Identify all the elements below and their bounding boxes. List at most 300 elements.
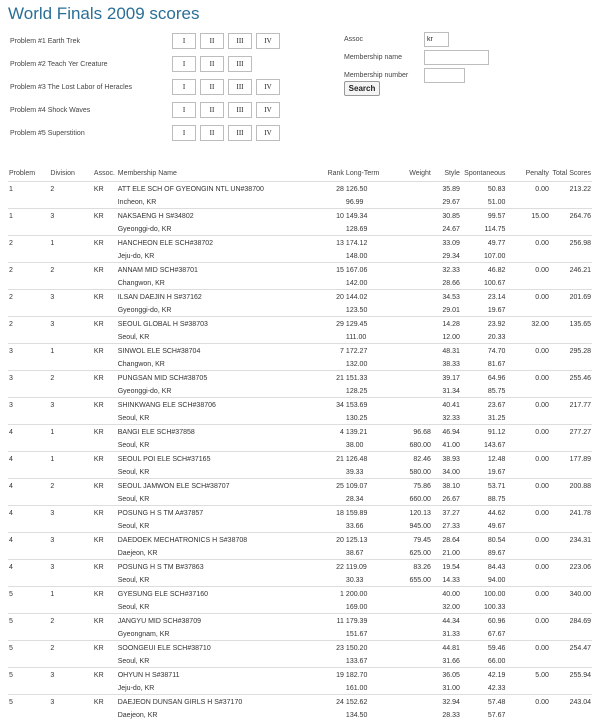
- col-header-penalty[interactable]: Penalty: [506, 170, 549, 182]
- membership-name-cell: PUNGSAN MID SCH#38705: [117, 371, 326, 387]
- col-header-spontaneous[interactable]: Spontaneous: [461, 170, 507, 182]
- col-header-long-term[interactable]: Long-Term: [345, 170, 384, 182]
- empty-cell: [93, 305, 117, 317]
- long-term-cell: 142.00: [345, 278, 384, 290]
- weight-cell: [384, 629, 432, 641]
- weight-cell: [384, 668, 432, 684]
- rank-cell: 28: [326, 182, 345, 198]
- col-header-total-scores[interactable]: Total Scores: [550, 170, 592, 182]
- weight-cell: [384, 305, 432, 317]
- empty-cell: [49, 575, 92, 587]
- empty-cell: [550, 467, 592, 479]
- membership-name-cell: NAKSAENG H S#34802: [117, 209, 326, 225]
- style-cell: 27.33: [432, 521, 461, 533]
- division-button[interactable]: IV: [256, 125, 280, 141]
- empty-cell: [93, 602, 117, 614]
- total-score-cell: 201.69: [550, 290, 592, 306]
- penalty-cell: 5.00: [506, 668, 549, 684]
- long-term-cell: 151.33: [345, 371, 384, 387]
- table-row-detail: [8, 359, 592, 371]
- empty-cell: [506, 386, 549, 398]
- weight-cell: [384, 224, 432, 236]
- problem-cell: 4: [8, 452, 49, 468]
- empty-cell: [49, 467, 92, 479]
- empty-cell: [506, 440, 549, 452]
- empty-cell: [326, 494, 345, 506]
- weight-cell: 79.45: [384, 533, 432, 549]
- style-cell: 28.64: [432, 533, 461, 549]
- table-row: [8, 560, 592, 576]
- spontaneous-cell: 81.67: [461, 359, 507, 371]
- location-cell: Gyeongnam, KR: [117, 629, 326, 641]
- assoc-cell: KR: [93, 668, 117, 684]
- division-button[interactable]: I: [172, 56, 196, 72]
- empty-cell: [550, 710, 592, 721]
- empty-cell: [506, 278, 549, 290]
- style-cell: 44.34: [432, 614, 461, 630]
- membership-name-cell: ILSAN DAEJIN H S#37162: [117, 290, 326, 306]
- empty-cell: [550, 440, 592, 452]
- division-button[interactable]: II: [200, 102, 224, 118]
- penalty-cell: 0.00: [506, 344, 549, 360]
- rank-cell: 1: [326, 587, 345, 603]
- penalty-cell: 0.00: [506, 371, 549, 387]
- spontaneous-cell: 114.75: [461, 224, 507, 236]
- empty-cell: [8, 224, 49, 236]
- weight-cell: 660.00: [384, 494, 432, 506]
- spontaneous-cell: 91.12: [461, 425, 507, 441]
- location-cell: Changwon, KR: [117, 359, 326, 371]
- spontaneous-cell: 42.19: [461, 668, 507, 684]
- table-row: [8, 290, 592, 306]
- problem-label: Problem #4 Shock Waves: [10, 107, 90, 114]
- division-button[interactable]: III: [228, 33, 252, 49]
- col-header-style[interactable]: Style: [432, 170, 461, 182]
- weight-cell: [384, 656, 432, 668]
- weight-cell: [384, 290, 432, 306]
- empty-cell: [93, 467, 117, 479]
- table-row: [8, 695, 592, 711]
- empty-cell: [49, 629, 92, 641]
- style-cell: 37.27: [432, 506, 461, 522]
- empty-cell: [326, 710, 345, 721]
- style-cell: 32.33: [432, 263, 461, 279]
- table-row: [8, 344, 592, 360]
- penalty-cell: 0.00: [506, 398, 549, 414]
- long-term-cell: 200.00: [345, 587, 384, 603]
- style-cell: 38.93: [432, 452, 461, 468]
- spontaneous-cell: 44.62: [461, 506, 507, 522]
- empty-cell: [506, 710, 549, 721]
- rank-cell: 15: [326, 263, 345, 279]
- empty-cell: [49, 548, 92, 560]
- spontaneous-cell: 94.00: [461, 575, 507, 587]
- style-cell: 38.10: [432, 479, 461, 495]
- style-cell: 41.00: [432, 440, 461, 452]
- long-term-cell: 169.00: [345, 602, 384, 614]
- spontaneous-cell: 100.00: [461, 587, 507, 603]
- spontaneous-cell: 23.14: [461, 290, 507, 306]
- empty-cell: [8, 710, 49, 721]
- division-button[interactable]: I: [172, 102, 196, 118]
- style-cell: 31.33: [432, 629, 461, 641]
- empty-cell: [506, 548, 549, 560]
- empty-cell: [550, 224, 592, 236]
- location-cell: Seoul, KR: [117, 656, 326, 668]
- style-cell: 31.00: [432, 683, 461, 695]
- weight-cell: [384, 344, 432, 360]
- weight-cell: [384, 209, 432, 225]
- col-header-problem[interactable]: Problem: [8, 170, 49, 182]
- rank-cell: 22: [326, 560, 345, 576]
- style-cell: 36.05: [432, 668, 461, 684]
- empty-cell: [93, 278, 117, 290]
- table-row-detail: [8, 440, 592, 452]
- table-row-detail: [8, 197, 592, 209]
- total-score-cell: 295.28: [550, 344, 592, 360]
- division-button[interactable]: II: [200, 56, 224, 72]
- division-button[interactable]: IV: [256, 33, 280, 49]
- col-header-rank[interactable]: Rank: [326, 170, 345, 182]
- spontaneous-cell: 59.46: [461, 641, 507, 657]
- empty-cell: [8, 656, 49, 668]
- total-score-cell: 213.22: [550, 182, 592, 198]
- table-row: [8, 533, 592, 549]
- division-button[interactable]: III: [228, 125, 252, 141]
- division-button[interactable]: I: [172, 33, 196, 49]
- empty-cell: [93, 521, 117, 533]
- division-cell: 3: [49, 695, 92, 711]
- division-button[interactable]: I: [172, 79, 196, 95]
- membership-name-input[interactable]: [424, 50, 489, 65]
- table-row-detail: [8, 386, 592, 398]
- weight-cell: [384, 251, 432, 263]
- division-button[interactable]: II: [200, 33, 224, 49]
- division-cell: 3: [49, 317, 92, 333]
- penalty-cell: 0.00: [506, 533, 549, 549]
- penalty-cell: 15.00: [506, 209, 549, 225]
- style-cell: 46.94: [432, 425, 461, 441]
- location-cell: Jeju-do, KR: [117, 251, 326, 263]
- division-button[interactable]: III: [228, 102, 252, 118]
- division-cell: 3: [49, 209, 92, 225]
- spontaneous-cell: 67.67: [461, 629, 507, 641]
- empty-cell: [93, 440, 117, 452]
- table-row: [8, 182, 592, 198]
- table-row-detail: [8, 278, 592, 290]
- empty-cell: [49, 386, 92, 398]
- weight-cell: [384, 197, 432, 209]
- weight-cell: [384, 413, 432, 425]
- long-term-cell: 153.69: [345, 398, 384, 414]
- location-cell: Seoul, KR: [117, 332, 326, 344]
- empty-cell: [326, 629, 345, 641]
- penalty-cell: 0.00: [506, 182, 549, 198]
- problem-cell: 2: [8, 290, 49, 306]
- location-cell: Gyeonggi-do, KR: [117, 305, 326, 317]
- weight-cell: [384, 371, 432, 387]
- table-row-detail: [8, 548, 592, 560]
- division-button[interactable]: III: [228, 79, 252, 95]
- total-score-cell: 246.21: [550, 263, 592, 279]
- problem-cell: 4: [8, 425, 49, 441]
- empty-cell: [8, 386, 49, 398]
- search-button[interactable]: Search: [344, 81, 380, 96]
- weight-cell: [384, 614, 432, 630]
- style-cell: 32.33: [432, 413, 461, 425]
- long-term-cell: 119.09: [345, 560, 384, 576]
- division-cell: 3: [49, 668, 92, 684]
- location-cell: Seoul, KR: [117, 521, 326, 533]
- total-score-cell: 243.04: [550, 695, 592, 711]
- weight-cell: [384, 398, 432, 414]
- scores-table: [8, 170, 592, 721]
- empty-cell: [506, 224, 549, 236]
- location-cell: Seoul, KR: [117, 440, 326, 452]
- problem-cell: 5: [8, 668, 49, 684]
- empty-cell: [49, 197, 92, 209]
- style-cell: 31.34: [432, 386, 461, 398]
- problem-cell: 2: [8, 236, 49, 252]
- weight-cell: [384, 386, 432, 398]
- weight-cell: 945.00: [384, 521, 432, 533]
- location-cell: Incheon, KR: [117, 197, 326, 209]
- spontaneous-cell: 53.71: [461, 479, 507, 495]
- empty-cell: [93, 656, 117, 668]
- spontaneous-cell: 19.67: [461, 467, 507, 479]
- rank-cell: 20: [326, 290, 345, 306]
- empty-cell: [326, 548, 345, 560]
- spontaneous-cell: 107.00: [461, 251, 507, 263]
- rank-cell: 29: [326, 317, 345, 333]
- assoc-cell: KR: [93, 344, 117, 360]
- spontaneous-cell: 51.00: [461, 197, 507, 209]
- empty-cell: [506, 602, 549, 614]
- assoc-cell: KR: [93, 263, 117, 279]
- table-row-detail: [8, 224, 592, 236]
- problem-cell: 4: [8, 533, 49, 549]
- weight-cell: 580.00: [384, 467, 432, 479]
- empty-cell: [506, 656, 549, 668]
- assoc-cell: KR: [93, 506, 117, 522]
- style-cell: 12.00: [432, 332, 461, 344]
- long-term-cell: 182.70: [345, 668, 384, 684]
- long-term-cell: 126.50: [345, 182, 384, 198]
- long-term-cell: 38.67: [345, 548, 384, 560]
- empty-cell: [93, 548, 117, 560]
- penalty-cell: 0.00: [506, 587, 549, 603]
- empty-cell: [550, 494, 592, 506]
- long-term-cell: 130.25: [345, 413, 384, 425]
- penalty-cell: 0.00: [506, 560, 549, 576]
- weight-cell: [384, 602, 432, 614]
- weight-cell: 75.86: [384, 479, 432, 495]
- assoc-cell: KR: [93, 209, 117, 225]
- empty-cell: [49, 656, 92, 668]
- penalty-cell: 0.00: [506, 452, 549, 468]
- long-term-cell: 132.00: [345, 359, 384, 371]
- empty-cell: [550, 629, 592, 641]
- table-row-detail: [8, 710, 592, 721]
- table-row: [8, 506, 592, 522]
- long-term-cell: 128.25: [345, 386, 384, 398]
- empty-cell: [93, 629, 117, 641]
- table-row: [8, 236, 592, 252]
- weight-cell: [384, 263, 432, 279]
- weight-cell: [384, 317, 432, 333]
- spontaneous-cell: 31.25: [461, 413, 507, 425]
- style-cell: 14.33: [432, 575, 461, 587]
- division-cell: 2: [49, 263, 92, 279]
- rank-cell: 25: [326, 479, 345, 495]
- empty-cell: [326, 575, 345, 587]
- division-cell: 1: [49, 236, 92, 252]
- total-score-cell: 200.88: [550, 479, 592, 495]
- location-cell: Daejeon, KR: [117, 548, 326, 560]
- empty-cell: [550, 278, 592, 290]
- problem-cell: 2: [8, 317, 49, 333]
- table-row: [8, 479, 592, 495]
- rank-cell: 21: [326, 452, 345, 468]
- spontaneous-cell: 89.67: [461, 548, 507, 560]
- style-cell: 26.67: [432, 494, 461, 506]
- spontaneous-cell: 74.70: [461, 344, 507, 360]
- style-cell: 28.33: [432, 710, 461, 721]
- table-row-detail: [8, 521, 592, 533]
- table-row: [8, 641, 592, 657]
- style-cell: 29.01: [432, 305, 461, 317]
- long-term-cell: 133.67: [345, 656, 384, 668]
- division-button[interactable]: IV: [256, 102, 280, 118]
- weight-cell: 96.68: [384, 425, 432, 441]
- long-term-cell: 150.20: [345, 641, 384, 657]
- membership-name-cell: BANGI ELE SCH#37858: [117, 425, 326, 441]
- weight-cell: [384, 332, 432, 344]
- col-header-weight[interactable]: Weight: [384, 170, 432, 182]
- membership-number-input[interactable]: [424, 68, 465, 83]
- division-cell: 3: [49, 398, 92, 414]
- style-cell: 32.94: [432, 695, 461, 711]
- spontaneous-cell: 84.43: [461, 560, 507, 576]
- division-cell: 2: [49, 182, 92, 198]
- spontaneous-cell: 66.00: [461, 656, 507, 668]
- empty-cell: [326, 440, 345, 452]
- membership-name-cell: JANGYU MID SCH#38709: [117, 614, 326, 630]
- weight-cell: [384, 683, 432, 695]
- long-term-cell: 148.00: [345, 251, 384, 263]
- total-score-cell: 234.31: [550, 533, 592, 549]
- style-cell: 24.67: [432, 224, 461, 236]
- empty-cell: [326, 224, 345, 236]
- style-cell: 44.81: [432, 641, 461, 657]
- long-term-cell: 126.48: [345, 452, 384, 468]
- spontaneous-cell: 42.33: [461, 683, 507, 695]
- col-header-assoc[interactable]: Assoc.: [93, 170, 117, 182]
- empty-cell: [49, 224, 92, 236]
- division-button[interactable]: II: [200, 79, 224, 95]
- division-button[interactable]: II: [200, 125, 224, 141]
- empty-cell: [8, 683, 49, 695]
- membership-name-cell: SEOUL JAMWON ELE SCH#38707: [117, 479, 326, 495]
- empty-cell: [93, 413, 117, 425]
- weight-cell: [384, 278, 432, 290]
- division-cell: 2: [49, 614, 92, 630]
- problem-cell: 3: [8, 371, 49, 387]
- empty-cell: [8, 332, 49, 344]
- empty-cell: [49, 413, 92, 425]
- spontaneous-cell: 100.33: [461, 602, 507, 614]
- col-header-division[interactable]: Division: [49, 170, 92, 182]
- style-cell: 40.00: [432, 587, 461, 603]
- weight-cell: [384, 695, 432, 711]
- empty-cell: [93, 386, 117, 398]
- division-button-group: [172, 33, 284, 49]
- spontaneous-cell: 49.77: [461, 236, 507, 252]
- weight-cell: 82.46: [384, 452, 432, 468]
- problem-cell: 5: [8, 614, 49, 630]
- empty-cell: [49, 710, 92, 721]
- membership-name-cell: DAEDOEK MECHATRONICS H S#38708: [117, 533, 326, 549]
- empty-cell: [49, 602, 92, 614]
- empty-cell: [326, 467, 345, 479]
- empty-cell: [326, 386, 345, 398]
- table-row-detail: [8, 629, 592, 641]
- total-score-cell: 177.89: [550, 452, 592, 468]
- long-term-cell: 39.33: [345, 467, 384, 479]
- problem-cell: 1: [8, 182, 49, 198]
- col-header-membership-name[interactable]: Membership Name: [117, 170, 326, 182]
- table-row: [8, 209, 592, 225]
- empty-cell: [506, 575, 549, 587]
- empty-cell: [550, 251, 592, 263]
- style-cell: 34.00: [432, 467, 461, 479]
- division-button[interactable]: III: [228, 56, 252, 72]
- division-button[interactable]: I: [172, 125, 196, 141]
- table-row: [8, 587, 592, 603]
- empty-cell: [506, 629, 549, 641]
- empty-cell: [506, 305, 549, 317]
- empty-cell: [550, 656, 592, 668]
- style-cell: 21.00: [432, 548, 461, 560]
- empty-cell: [49, 305, 92, 317]
- problem-label: Problem #3 The Lost Labor of Heracles: [10, 84, 132, 91]
- division-button[interactable]: IV: [256, 79, 280, 95]
- spontaneous-cell: 57.48: [461, 695, 507, 711]
- empty-cell: [93, 197, 117, 209]
- empty-cell: [8, 548, 49, 560]
- empty-cell: [326, 278, 345, 290]
- total-score-cell: 256.98: [550, 236, 592, 252]
- style-cell: 34.53: [432, 290, 461, 306]
- weight-cell: 680.00: [384, 440, 432, 452]
- empty-cell: [550, 413, 592, 425]
- long-term-cell: 28.34: [345, 494, 384, 506]
- empty-cell: [506, 521, 549, 533]
- weight-cell: [384, 641, 432, 657]
- membership-name-cell: SEOUL POI ELE SCH#37165: [117, 452, 326, 468]
- assoc-cell: KR: [93, 533, 117, 549]
- assoc-input[interactable]: [424, 32, 449, 47]
- style-cell: 29.34: [432, 251, 461, 263]
- empty-cell: [8, 278, 49, 290]
- empty-cell: [326, 359, 345, 371]
- empty-cell: [326, 683, 345, 695]
- rank-cell: 18: [326, 506, 345, 522]
- empty-cell: [506, 467, 549, 479]
- location-cell: Jeju-do, KR: [117, 683, 326, 695]
- penalty-cell: 0.00: [506, 425, 549, 441]
- total-score-cell: 284.69: [550, 614, 592, 630]
